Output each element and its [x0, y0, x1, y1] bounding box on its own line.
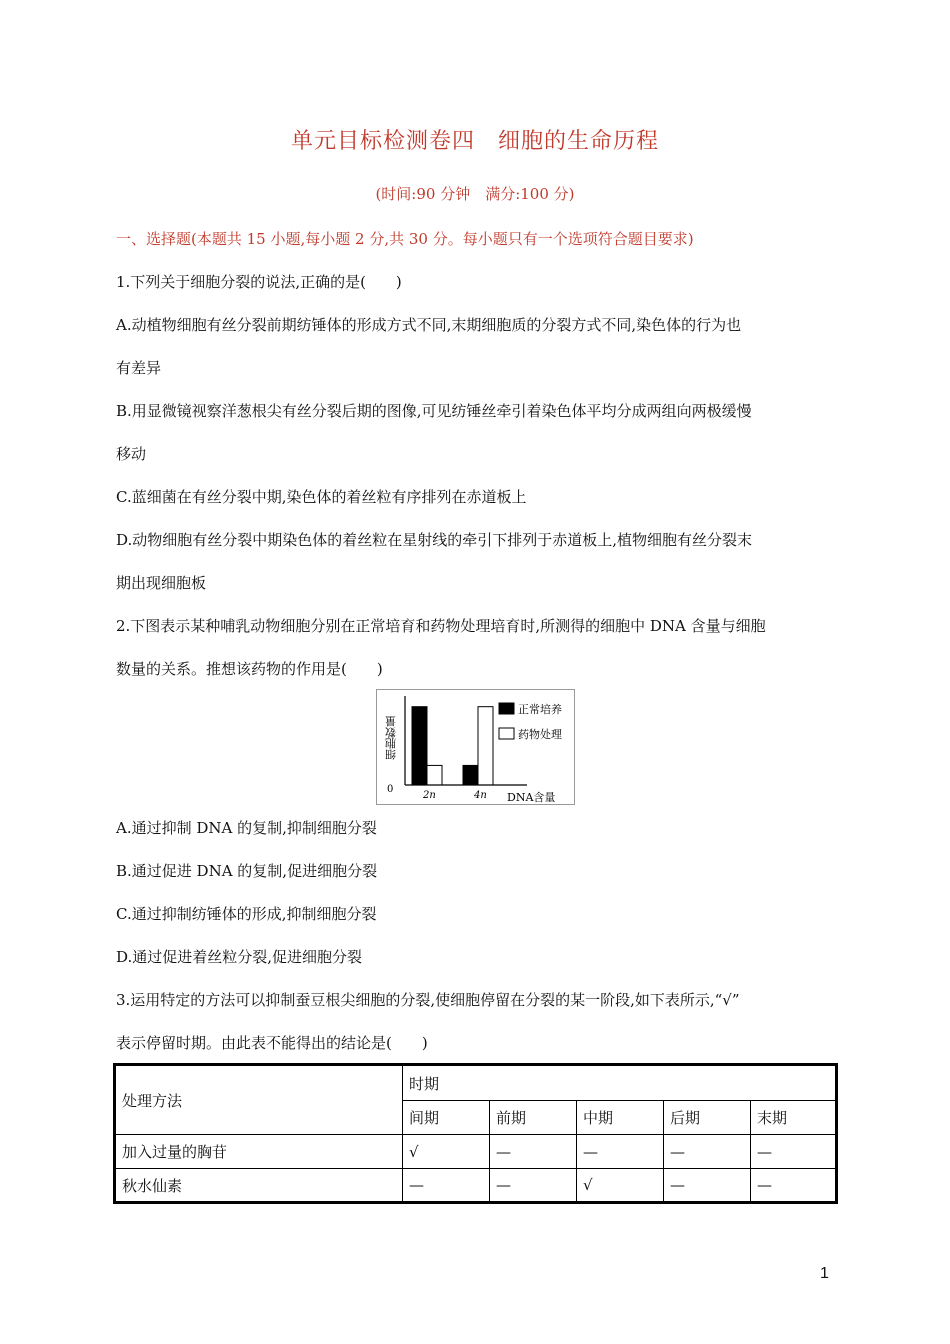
question-2-stem: 2.下图表示某种哺乳动物细胞分别在正常培育和药物处理培育时,所测得的细胞中 DNA 含量与细胞: [116, 617, 766, 635]
x-tick-label: 4n: [474, 790, 487, 801]
page-title: 单元目标检测卷四 细胞的生命历程: [290, 129, 659, 154]
question-2-option-a: A.通过抑制 DNA 的复制,抑制细胞分裂: [116, 819, 377, 837]
question-1-stem: 1.下列关于细胞分裂的说法,正确的是( ): [116, 273, 402, 291]
row-method: 秋水仙素: [115, 1169, 403, 1203]
exam-info: (时间:90 分钟 满分:100 分): [375, 185, 575, 203]
header-phase: 末期: [751, 1101, 837, 1135]
bar-normal-4n: [463, 765, 478, 785]
header-phase: 前期: [490, 1101, 577, 1135]
table-cell: —: [490, 1135, 577, 1169]
section-heading: 一、选择题(本题共 15 小题,每小题 2 分,共 30 分。每小题只有一个选项符合题目要求): [116, 230, 694, 248]
header-phase-group: 时期: [403, 1065, 837, 1101]
table-cell: —: [751, 1169, 837, 1203]
table-cell: —: [490, 1169, 577, 1203]
question-3-stem-cont: 表示停留时期。由此表不能得出的结论是( ): [116, 1034, 428, 1052]
table-cell: √: [403, 1135, 490, 1169]
page-number: 1: [820, 1265, 829, 1282]
legend-label-drug: 药物处理: [518, 728, 562, 741]
question-1-option-a-cont: 有差异: [116, 359, 162, 377]
question-2-stem-cont: 数量的关系。推想该药物的作用是( ): [116, 660, 383, 678]
legend-swatch-drug: [499, 728, 514, 739]
question-2-option-b: B.通过促进 DNA 的复制,促进细胞分裂: [116, 862, 378, 880]
row-method: 加入过量的胸苷: [115, 1135, 403, 1169]
question-1-option-d: D.动物细胞有丝分裂中期染色体的着丝粒在星射线的牵引下排列于赤道板上,植物细胞有丝分裂末: [116, 531, 753, 549]
legend-label-normal: 正常培养: [518, 703, 562, 716]
table-cell: —: [403, 1169, 490, 1203]
bar-drug-2n: [427, 765, 442, 785]
table-cell: —: [664, 1169, 751, 1203]
question-1-option-a: A.动植物细胞有丝分裂前期纺锤体的形成方式不同,末期细胞质的分裂方式不同,染色体的行为也: [116, 316, 742, 334]
question-1-option-d-cont: 期出现细胞板: [116, 574, 207, 592]
question-3-stem: 3.运用特定的方法可以抑制蚕豆根尖细胞的分裂,使细胞停留在分裂的某一阶段,如下表所示,“√”: [116, 991, 740, 1009]
table-cell: —: [577, 1135, 664, 1169]
x-axis-label: DNA含量: [507, 791, 556, 804]
table-cell: —: [751, 1135, 837, 1169]
question-2-option-c: C.通过抑制纺锤体的形成,抑制细胞分裂: [116, 905, 377, 923]
dna-content-chart: [376, 689, 575, 805]
question-1-option-c: C.蓝细菌在有丝分裂中期,染色体的着丝粒有序排列在赤道板上: [116, 488, 527, 506]
question-1-option-b-cont: 移动: [116, 445, 147, 463]
treatment-table: [113, 1063, 838, 1204]
y-axis-label: 细胞数量: [384, 716, 398, 760]
table-row: [115, 1169, 837, 1203]
legend-swatch-normal: [499, 703, 514, 714]
header-phase: 中期: [577, 1101, 664, 1135]
table-row: [115, 1135, 837, 1169]
x-tick-label: 2n: [423, 790, 436, 801]
bar-normal-2n: [412, 707, 427, 785]
question-2-option-d: D.通过促进着丝粒分裂,促进细胞分裂: [116, 948, 363, 966]
question-1-option-b: B.用显微镜视察洋葱根尖有丝分裂后期的图像,可见纺锤丝牵引着染色体平均分成两组向两极缓慢: [116, 402, 752, 420]
table-cell: —: [664, 1135, 751, 1169]
header-phase: 后期: [664, 1101, 751, 1135]
header-method: 处理方法: [115, 1065, 403, 1135]
origin-label: 0: [387, 784, 394, 795]
table-cell: √: [577, 1169, 664, 1203]
bar-drug-4n: [478, 707, 493, 785]
header-phase: 间期: [403, 1101, 490, 1135]
legend: [499, 702, 562, 741]
